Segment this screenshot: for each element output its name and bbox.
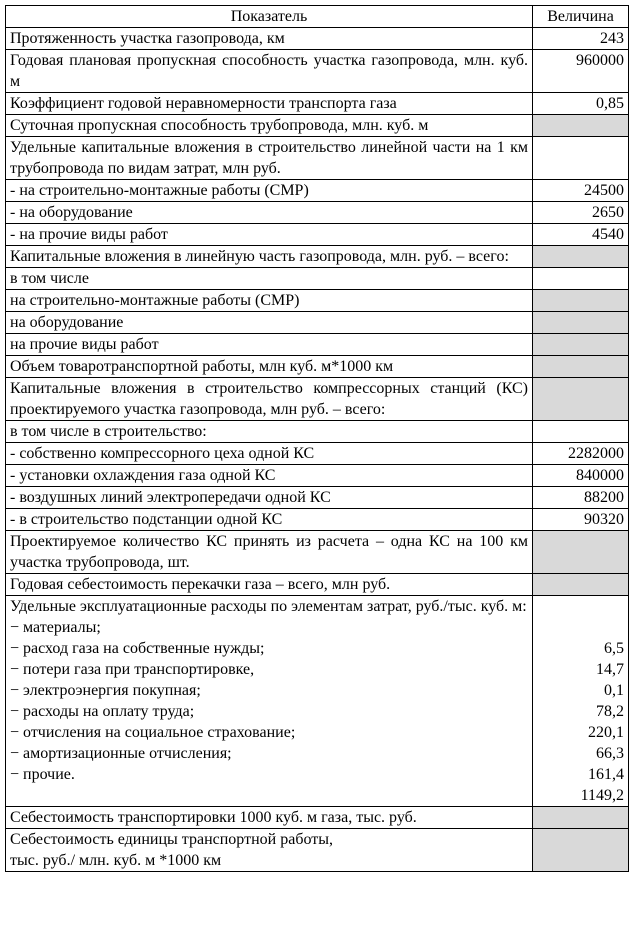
indicator-cell: Годовая себестоимость перекачки газа – всего, млн руб. [6, 574, 533, 596]
indicator-cell: - собственно компрессорного цеха одной КС [6, 443, 533, 465]
indicator-cell: Себестоимость транспортировки 1000 куб. м газа, тыс. руб. [6, 807, 533, 829]
opex-item-value: 14,7 [596, 661, 624, 678]
table-row [6, 180, 629, 202]
value-cell: 2650 [533, 202, 629, 224]
table-row [6, 137, 629, 180]
table-row [6, 356, 629, 378]
indicator-cell: на строительно-монтажные работы (СМР) [6, 290, 533, 312]
table-row [6, 509, 629, 531]
indicator-cell: Капитальные вложения в строительство компрессорных станций (КС) проектируемого участка газопровода, млн руб. – всего: [6, 378, 533, 421]
value-cell: 88200 [533, 487, 629, 509]
indicator-cell: - на оборудование [6, 202, 533, 224]
opex-title: Удельные эксплуатационные расходы по элементам затрат, руб./тыс. куб. м: [10, 598, 527, 615]
indicator-cell: Удельные капитальные вложения в строительство линейной части на 1 км трубопровода по видам затрат, млн руб. [6, 137, 533, 180]
table-row [6, 465, 629, 487]
indicator-cell: - установки охлаждения газа одной КС [6, 465, 533, 487]
indicator-cell: Суточная пропускная способность трубопровода, млн. куб. м [6, 115, 533, 137]
value-cell [533, 290, 629, 312]
indicator-cell: в том числе [6, 268, 533, 290]
opex-item-value: 6,5 [604, 640, 624, 657]
opex-item-value: 220,1 [588, 724, 624, 741]
table-row [6, 574, 629, 596]
opex-item-name: − амортизационные отчисления; [10, 745, 232, 762]
value-cell: 90320 [533, 509, 629, 531]
table-row [6, 421, 629, 443]
opex-item-name: − прочие. [10, 766, 75, 783]
opex-item-name: − отчисления на социальное страхование; [10, 724, 296, 741]
indicator-cell: Годовая плановая пропускная способность участка газопровода, млн. куб. м [6, 50, 533, 93]
indicator-cell: Коэффициент годовой неравномерности транспорта газа [6, 93, 533, 115]
value-cell: 4540 [533, 224, 629, 246]
value-cell [533, 807, 629, 829]
indicator-line: Себестоимость единицы транспортной работы, [10, 831, 333, 848]
indicator-cell: Объем товаротранспортной работы, млн куб. м*1000 км [6, 356, 533, 378]
opex-item-value: 161,4 [588, 766, 624, 783]
opex-item-value: 66,3 [596, 745, 624, 762]
value-cell: 243 [533, 28, 629, 50]
value-cell [533, 115, 629, 137]
table-row [6, 224, 629, 246]
indicators-table [5, 5, 629, 872]
table-row [6, 50, 629, 93]
value-cell [533, 378, 629, 421]
table-row [6, 268, 629, 290]
table-header-row [6, 6, 629, 28]
table-body [6, 28, 629, 872]
opex-item-name: − расходы на оплату труда; [10, 703, 195, 720]
table-row [6, 829, 629, 872]
table-row [6, 93, 629, 115]
value-cell: 960000 [533, 50, 629, 93]
table-row [6, 202, 629, 224]
value-cell [533, 334, 629, 356]
table-row [6, 246, 629, 268]
indicator-cell: - на прочие виды работ [6, 224, 533, 246]
value-cell: 840000 [533, 465, 629, 487]
value-cell [533, 356, 629, 378]
value-cell [533, 574, 629, 596]
header-value: Величина [533, 6, 629, 28]
opex-item-name: − электроэнергия покупная; [10, 682, 201, 699]
table-row [6, 807, 629, 829]
indicator-cell: - на строительно-монтажные работы (СМР) [6, 180, 533, 202]
opex-values-cell [533, 596, 629, 807]
indicator-cell: на прочие виды работ [6, 334, 533, 356]
indicator-cell: Протяженность участка газопровода, км [6, 28, 533, 50]
value-cell [533, 531, 629, 574]
indicator-cell: - в строительство подстанции одной КС [6, 509, 533, 531]
value-cell: 24500 [533, 180, 629, 202]
table-row [6, 115, 629, 137]
value-cell [533, 312, 629, 334]
table-row [6, 312, 629, 334]
indicator-cell: в том числе в строительство: [6, 421, 533, 443]
value-cell: 2282000 [533, 443, 629, 465]
opex-item-name: − материалы; [10, 619, 101, 636]
table-row [6, 378, 629, 421]
indicator-cell: на оборудование [6, 312, 533, 334]
opex-spacer [537, 596, 624, 638]
indicator-cell: Проектируемое количество КС принять из расчета – одна КС на 100 км участка трубопровода, шт. [6, 531, 533, 574]
opex-row [6, 596, 629, 807]
value-cell [533, 268, 629, 290]
indicator-cell: Капитальные вложения в линейную часть газопровода, млн. руб. – всего: [6, 246, 533, 268]
indicator-cell [6, 829, 533, 872]
opex-item-name: − потери газа при транспортировке, [10, 661, 255, 678]
value-cell [533, 137, 629, 180]
value-cell [533, 829, 629, 872]
value-cell [533, 246, 629, 268]
indicator-cell: - воздушных линий электропередачи одной КС [6, 487, 533, 509]
table-row [6, 290, 629, 312]
header-indicator: Показатель [6, 6, 533, 28]
table-row [6, 487, 629, 509]
table-row [6, 334, 629, 356]
table-row [6, 531, 629, 574]
table-row [6, 443, 629, 465]
opex-item-value: 0,1 [604, 682, 624, 699]
opex-item-value: 1149,2 [580, 787, 624, 804]
value-cell [533, 421, 629, 443]
table-row [6, 28, 629, 50]
value-cell: 0,85 [533, 93, 629, 115]
opex-names-cell [6, 596, 533, 807]
opex-item-value: 78,2 [596, 703, 624, 720]
opex-item-name: − расход газа на собственные нужды; [10, 640, 265, 657]
indicator-line: тыс. руб./ млн. куб. м *1000 км [10, 852, 222, 869]
